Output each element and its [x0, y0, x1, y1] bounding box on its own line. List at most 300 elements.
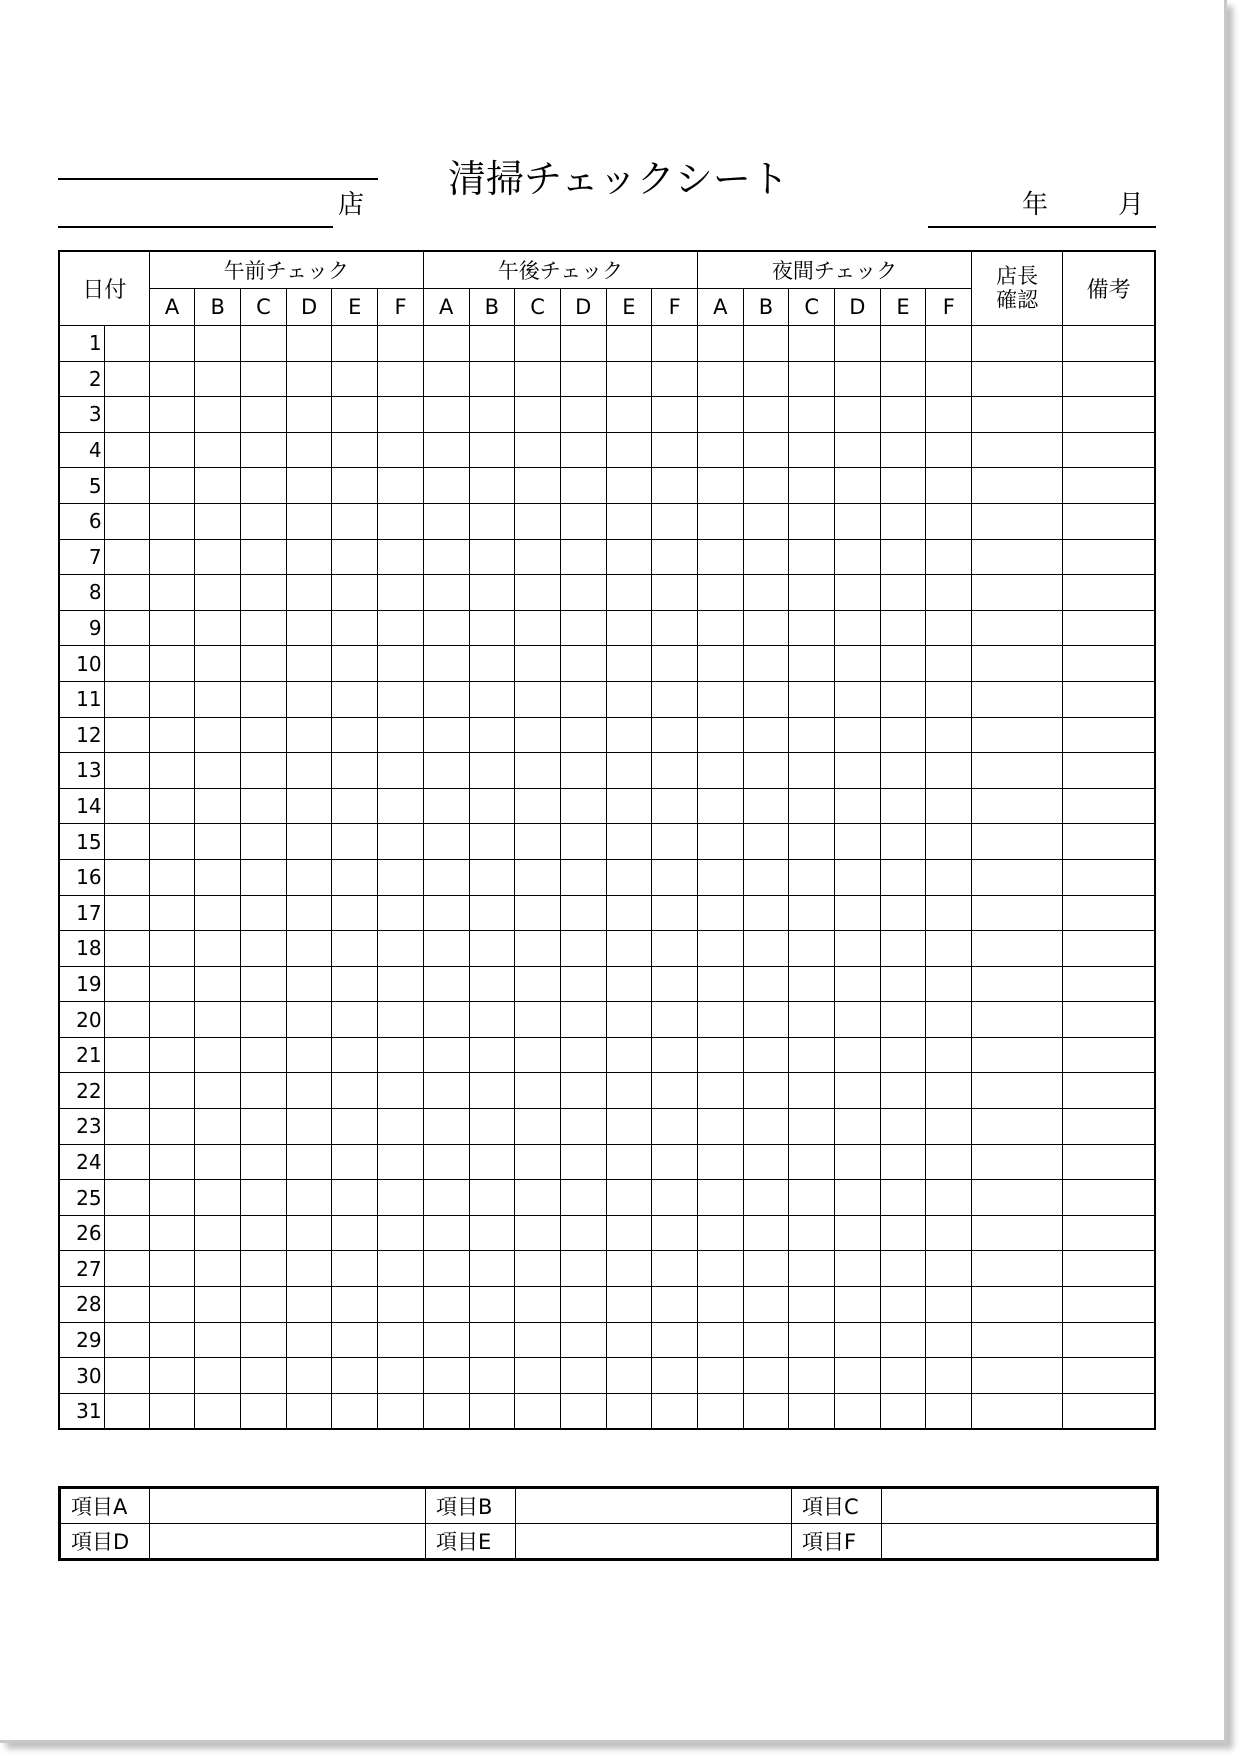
check-cell[interactable]: [880, 610, 926, 646]
check-cell[interactable]: [926, 681, 972, 717]
manager-confirm-cell[interactable]: [972, 361, 1063, 397]
remarks-cell[interactable]: [1063, 503, 1155, 539]
check-cell[interactable]: [606, 1251, 652, 1287]
manager-confirm-cell[interactable]: [972, 468, 1063, 504]
check-cell[interactable]: [835, 788, 881, 824]
check-cell[interactable]: [241, 326, 287, 362]
check-cell[interactable]: [515, 610, 561, 646]
check-cell[interactable]: [515, 646, 561, 682]
check-cell[interactable]: [789, 681, 835, 717]
check-cell[interactable]: [606, 824, 652, 860]
check-cell[interactable]: [880, 966, 926, 1002]
check-cell[interactable]: [241, 361, 287, 397]
check-cell[interactable]: [286, 895, 332, 931]
check-cell[interactable]: [195, 468, 241, 504]
weekday-cell[interactable]: [104, 1287, 149, 1323]
check-cell[interactable]: [880, 1322, 926, 1358]
check-cell[interactable]: [241, 1215, 287, 1251]
check-cell[interactable]: [286, 539, 332, 575]
check-cell[interactable]: [789, 1002, 835, 1038]
check-cell[interactable]: [469, 1002, 515, 1038]
check-cell[interactable]: [652, 931, 698, 967]
check-cell[interactable]: [241, 717, 287, 753]
check-cell[interactable]: [560, 1180, 606, 1216]
check-cell[interactable]: [835, 326, 881, 362]
manager-confirm-cell[interactable]: [972, 1037, 1063, 1073]
check-cell[interactable]: [606, 717, 652, 753]
check-cell[interactable]: [835, 966, 881, 1002]
check-cell[interactable]: [423, 1109, 469, 1145]
check-cell[interactable]: [697, 610, 743, 646]
check-cell[interactable]: [423, 1002, 469, 1038]
check-cell[interactable]: [606, 753, 652, 789]
check-cell[interactable]: [789, 1037, 835, 1073]
check-cell[interactable]: [241, 1002, 287, 1038]
check-cell[interactable]: [789, 788, 835, 824]
weekday-cell[interactable]: [104, 753, 149, 789]
check-cell[interactable]: [560, 539, 606, 575]
manager-confirm-cell[interactable]: [972, 966, 1063, 1002]
check-cell[interactable]: [149, 1002, 195, 1038]
check-cell[interactable]: [286, 824, 332, 860]
remarks-cell[interactable]: [1063, 575, 1155, 611]
check-cell[interactable]: [515, 895, 561, 931]
check-cell[interactable]: [560, 859, 606, 895]
check-cell[interactable]: [926, 539, 972, 575]
check-cell[interactable]: [195, 788, 241, 824]
check-cell[interactable]: [652, 610, 698, 646]
check-cell[interactable]: [378, 1002, 424, 1038]
check-cell[interactable]: [332, 503, 378, 539]
check-cell[interactable]: [560, 1109, 606, 1145]
check-cell[interactable]: [652, 1393, 698, 1429]
remarks-cell[interactable]: [1063, 1322, 1155, 1358]
check-cell[interactable]: [743, 361, 789, 397]
check-cell[interactable]: [195, 646, 241, 682]
check-cell[interactable]: [378, 859, 424, 895]
check-cell[interactable]: [606, 468, 652, 504]
check-cell[interactable]: [926, 1002, 972, 1038]
check-cell[interactable]: [423, 646, 469, 682]
check-cell[interactable]: [880, 824, 926, 860]
check-cell[interactable]: [241, 1073, 287, 1109]
check-cell[interactable]: [652, 646, 698, 682]
weekday-cell[interactable]: [104, 1144, 149, 1180]
check-cell[interactable]: [286, 1215, 332, 1251]
remarks-cell[interactable]: [1063, 1144, 1155, 1180]
check-cell[interactable]: [835, 1073, 881, 1109]
check-cell[interactable]: [880, 1144, 926, 1180]
check-cell[interactable]: [469, 1109, 515, 1145]
check-cell[interactable]: [835, 824, 881, 860]
check-cell[interactable]: [515, 717, 561, 753]
check-cell[interactable]: [241, 432, 287, 468]
check-cell[interactable]: [378, 1037, 424, 1073]
check-cell[interactable]: [835, 468, 881, 504]
check-cell[interactable]: [286, 1180, 332, 1216]
check-cell[interactable]: [515, 397, 561, 433]
check-cell[interactable]: [332, 824, 378, 860]
check-cell[interactable]: [880, 432, 926, 468]
remarks-cell[interactable]: [1063, 931, 1155, 967]
check-cell[interactable]: [241, 1251, 287, 1287]
weekday-cell[interactable]: [104, 824, 149, 860]
check-cell[interactable]: [697, 397, 743, 433]
check-cell[interactable]: [423, 966, 469, 1002]
check-cell[interactable]: [560, 432, 606, 468]
check-cell[interactable]: [423, 468, 469, 504]
check-cell[interactable]: [926, 1251, 972, 1287]
check-cell[interactable]: [149, 539, 195, 575]
check-cell[interactable]: [560, 1358, 606, 1394]
check-cell[interactable]: [743, 575, 789, 611]
check-cell[interactable]: [835, 646, 881, 682]
check-cell[interactable]: [241, 681, 287, 717]
legend-item-description[interactable]: [516, 1524, 792, 1560]
check-cell[interactable]: [606, 503, 652, 539]
check-cell[interactable]: [423, 717, 469, 753]
manager-confirm-cell[interactable]: [972, 1287, 1063, 1323]
check-cell[interactable]: [789, 1109, 835, 1145]
check-cell[interactable]: [378, 717, 424, 753]
check-cell[interactable]: [697, 966, 743, 1002]
check-cell[interactable]: [423, 1393, 469, 1429]
weekday-cell[interactable]: [104, 575, 149, 611]
check-cell[interactable]: [149, 610, 195, 646]
check-cell[interactable]: [606, 931, 652, 967]
check-cell[interactable]: [697, 1287, 743, 1323]
check-cell[interactable]: [515, 1037, 561, 1073]
check-cell[interactable]: [515, 361, 561, 397]
check-cell[interactable]: [195, 824, 241, 860]
check-cell[interactable]: [606, 966, 652, 1002]
check-cell[interactable]: [560, 966, 606, 1002]
legend-item-description[interactable]: [882, 1524, 1158, 1560]
check-cell[interactable]: [606, 859, 652, 895]
remarks-cell[interactable]: [1063, 646, 1155, 682]
check-cell[interactable]: [378, 895, 424, 931]
check-cell[interactable]: [423, 931, 469, 967]
check-cell[interactable]: [743, 1287, 789, 1323]
weekday-cell[interactable]: [104, 432, 149, 468]
check-cell[interactable]: [286, 753, 332, 789]
check-cell[interactable]: [149, 1109, 195, 1145]
check-cell[interactable]: [195, 1287, 241, 1323]
manager-confirm-cell[interactable]: [972, 859, 1063, 895]
check-cell[interactable]: [560, 326, 606, 362]
check-cell[interactable]: [697, 432, 743, 468]
remarks-cell[interactable]: [1063, 788, 1155, 824]
check-cell[interactable]: [469, 1358, 515, 1394]
check-cell[interactable]: [332, 468, 378, 504]
check-cell[interactable]: [789, 824, 835, 860]
remarks-cell[interactable]: [1063, 966, 1155, 1002]
check-cell[interactable]: [423, 1287, 469, 1323]
check-cell[interactable]: [789, 468, 835, 504]
manager-confirm-cell[interactable]: [972, 1180, 1063, 1216]
check-cell[interactable]: [378, 468, 424, 504]
check-cell[interactable]: [560, 717, 606, 753]
check-cell[interactable]: [286, 859, 332, 895]
weekday-cell[interactable]: [104, 1037, 149, 1073]
check-cell[interactable]: [835, 931, 881, 967]
check-cell[interactable]: [606, 895, 652, 931]
check-cell[interactable]: [652, 1358, 698, 1394]
check-cell[interactable]: [789, 1287, 835, 1323]
check-cell[interactable]: [469, 1393, 515, 1429]
check-cell[interactable]: [926, 468, 972, 504]
check-cell[interactable]: [515, 1073, 561, 1109]
check-cell[interactable]: [332, 859, 378, 895]
check-cell[interactable]: [286, 717, 332, 753]
check-cell[interactable]: [606, 610, 652, 646]
check-cell[interactable]: [835, 1251, 881, 1287]
check-cell[interactable]: [560, 1073, 606, 1109]
check-cell[interactable]: [378, 1358, 424, 1394]
check-cell[interactable]: [469, 788, 515, 824]
check-cell[interactable]: [743, 1322, 789, 1358]
check-cell[interactable]: [743, 610, 789, 646]
check-cell[interactable]: [149, 575, 195, 611]
check-cell[interactable]: [378, 1144, 424, 1180]
check-cell[interactable]: [789, 361, 835, 397]
manager-confirm-cell[interactable]: [972, 1322, 1063, 1358]
check-cell[interactable]: [606, 1073, 652, 1109]
check-cell[interactable]: [195, 931, 241, 967]
check-cell[interactable]: [332, 1002, 378, 1038]
check-cell[interactable]: [606, 1393, 652, 1429]
check-cell[interactable]: [378, 432, 424, 468]
check-cell[interactable]: [606, 326, 652, 362]
check-cell[interactable]: [195, 1037, 241, 1073]
check-cell[interactable]: [195, 503, 241, 539]
check-cell[interactable]: [241, 1322, 287, 1358]
check-cell[interactable]: [835, 1109, 881, 1145]
check-cell[interactable]: [378, 681, 424, 717]
check-cell[interactable]: [697, 1144, 743, 1180]
check-cell[interactable]: [515, 432, 561, 468]
check-cell[interactable]: [286, 326, 332, 362]
check-cell[interactable]: [880, 931, 926, 967]
check-cell[interactable]: [423, 432, 469, 468]
check-cell[interactable]: [652, 753, 698, 789]
check-cell[interactable]: [880, 1287, 926, 1323]
check-cell[interactable]: [241, 539, 287, 575]
check-cell[interactable]: [423, 788, 469, 824]
weekday-cell[interactable]: [104, 1251, 149, 1287]
check-cell[interactable]: [149, 1144, 195, 1180]
check-cell[interactable]: [423, 859, 469, 895]
check-cell[interactable]: [697, 1037, 743, 1073]
check-cell[interactable]: [286, 931, 332, 967]
check-cell[interactable]: [241, 788, 287, 824]
check-cell[interactable]: [332, 753, 378, 789]
check-cell[interactable]: [789, 503, 835, 539]
check-cell[interactable]: [606, 432, 652, 468]
check-cell[interactable]: [697, 895, 743, 931]
check-cell[interactable]: [241, 824, 287, 860]
check-cell[interactable]: [423, 753, 469, 789]
check-cell[interactable]: [515, 326, 561, 362]
check-cell[interactable]: [469, 503, 515, 539]
manager-confirm-cell[interactable]: [972, 1109, 1063, 1145]
check-cell[interactable]: [378, 361, 424, 397]
check-cell[interactable]: [515, 1109, 561, 1145]
check-cell[interactable]: [697, 1322, 743, 1358]
weekday-cell[interactable]: [104, 966, 149, 1002]
check-cell[interactable]: [697, 1002, 743, 1038]
check-cell[interactable]: [697, 1215, 743, 1251]
check-cell[interactable]: [423, 681, 469, 717]
remarks-cell[interactable]: [1063, 1037, 1155, 1073]
check-cell[interactable]: [286, 681, 332, 717]
check-cell[interactable]: [332, 610, 378, 646]
check-cell[interactable]: [195, 1251, 241, 1287]
check-cell[interactable]: [926, 361, 972, 397]
manager-confirm-cell[interactable]: [972, 575, 1063, 611]
manager-confirm-cell[interactable]: [972, 1002, 1063, 1038]
check-cell[interactable]: [926, 788, 972, 824]
check-cell[interactable]: [195, 1002, 241, 1038]
check-cell[interactable]: [880, 326, 926, 362]
check-cell[interactable]: [789, 895, 835, 931]
check-cell[interactable]: [697, 753, 743, 789]
check-cell[interactable]: [789, 575, 835, 611]
check-cell[interactable]: [515, 931, 561, 967]
check-cell[interactable]: [743, 1073, 789, 1109]
check-cell[interactable]: [789, 1180, 835, 1216]
check-cell[interactable]: [606, 1358, 652, 1394]
check-cell[interactable]: [652, 1144, 698, 1180]
check-cell[interactable]: [286, 1002, 332, 1038]
check-cell[interactable]: [880, 1180, 926, 1216]
check-cell[interactable]: [560, 361, 606, 397]
remarks-cell[interactable]: [1063, 1002, 1155, 1038]
check-cell[interactable]: [195, 1393, 241, 1429]
check-cell[interactable]: [606, 575, 652, 611]
check-cell[interactable]: [241, 1287, 287, 1323]
check-cell[interactable]: [149, 503, 195, 539]
check-cell[interactable]: [332, 1393, 378, 1429]
check-cell[interactable]: [697, 1073, 743, 1109]
check-cell[interactable]: [332, 397, 378, 433]
remarks-cell[interactable]: [1063, 753, 1155, 789]
remarks-cell[interactable]: [1063, 397, 1155, 433]
check-cell[interactable]: [606, 1215, 652, 1251]
weekday-cell[interactable]: [104, 895, 149, 931]
check-cell[interactable]: [697, 681, 743, 717]
check-cell[interactable]: [286, 1073, 332, 1109]
check-cell[interactable]: [697, 468, 743, 504]
check-cell[interactable]: [652, 717, 698, 753]
check-cell[interactable]: [378, 1073, 424, 1109]
check-cell[interactable]: [743, 1037, 789, 1073]
check-cell[interactable]: [926, 1393, 972, 1429]
check-cell[interactable]: [743, 1109, 789, 1145]
check-cell[interactable]: [697, 931, 743, 967]
remarks-cell[interactable]: [1063, 1251, 1155, 1287]
check-cell[interactable]: [880, 717, 926, 753]
check-cell[interactable]: [789, 1144, 835, 1180]
weekday-cell[interactable]: [104, 717, 149, 753]
check-cell[interactable]: [515, 539, 561, 575]
check-cell[interactable]: [743, 859, 789, 895]
check-cell[interactable]: [469, 859, 515, 895]
check-cell[interactable]: [697, 1393, 743, 1429]
check-cell[interactable]: [560, 397, 606, 433]
check-cell[interactable]: [835, 859, 881, 895]
check-cell[interactable]: [378, 539, 424, 575]
check-cell[interactable]: [743, 539, 789, 575]
check-cell[interactable]: [926, 966, 972, 1002]
check-cell[interactable]: [378, 397, 424, 433]
check-cell[interactable]: [332, 895, 378, 931]
check-cell[interactable]: [560, 931, 606, 967]
check-cell[interactable]: [378, 1109, 424, 1145]
check-cell[interactable]: [835, 1322, 881, 1358]
manager-confirm-cell[interactable]: [972, 397, 1063, 433]
check-cell[interactable]: [606, 1037, 652, 1073]
check-cell[interactable]: [926, 610, 972, 646]
check-cell[interactable]: [560, 1322, 606, 1358]
manager-confirm-cell[interactable]: [972, 610, 1063, 646]
check-cell[interactable]: [789, 753, 835, 789]
check-cell[interactable]: [789, 610, 835, 646]
check-cell[interactable]: [286, 1322, 332, 1358]
manager-confirm-cell[interactable]: [972, 753, 1063, 789]
check-cell[interactable]: [606, 1002, 652, 1038]
check-cell[interactable]: [515, 788, 561, 824]
check-cell[interactable]: [743, 931, 789, 967]
check-cell[interactable]: [469, 1251, 515, 1287]
check-cell[interactable]: [515, 966, 561, 1002]
check-cell[interactable]: [926, 1180, 972, 1216]
check-cell[interactable]: [606, 1109, 652, 1145]
check-cell[interactable]: [743, 432, 789, 468]
check-cell[interactable]: [332, 1322, 378, 1358]
check-cell[interactable]: [652, 966, 698, 1002]
check-cell[interactable]: [195, 397, 241, 433]
check-cell[interactable]: [423, 1037, 469, 1073]
manager-confirm-cell[interactable]: [972, 1393, 1063, 1429]
check-cell[interactable]: [149, 859, 195, 895]
check-cell[interactable]: [241, 468, 287, 504]
check-cell[interactable]: [378, 575, 424, 611]
remarks-cell[interactable]: [1063, 859, 1155, 895]
check-cell[interactable]: [378, 931, 424, 967]
check-cell[interactable]: [286, 575, 332, 611]
check-cell[interactable]: [835, 1002, 881, 1038]
check-cell[interactable]: [560, 1287, 606, 1323]
check-cell[interactable]: [515, 1180, 561, 1216]
check-cell[interactable]: [652, 681, 698, 717]
check-cell[interactable]: [652, 468, 698, 504]
check-cell[interactable]: [835, 361, 881, 397]
check-cell[interactable]: [652, 1073, 698, 1109]
check-cell[interactable]: [195, 361, 241, 397]
remarks-cell[interactable]: [1063, 468, 1155, 504]
check-cell[interactable]: [743, 1251, 789, 1287]
check-cell[interactable]: [423, 824, 469, 860]
check-cell[interactable]: [652, 1322, 698, 1358]
remarks-cell[interactable]: [1063, 1109, 1155, 1145]
manager-confirm-cell[interactable]: [972, 1215, 1063, 1251]
check-cell[interactable]: [652, 539, 698, 575]
check-cell[interactable]: [286, 646, 332, 682]
check-cell[interactable]: [652, 361, 698, 397]
check-cell[interactable]: [469, 539, 515, 575]
check-cell[interactable]: [286, 503, 332, 539]
